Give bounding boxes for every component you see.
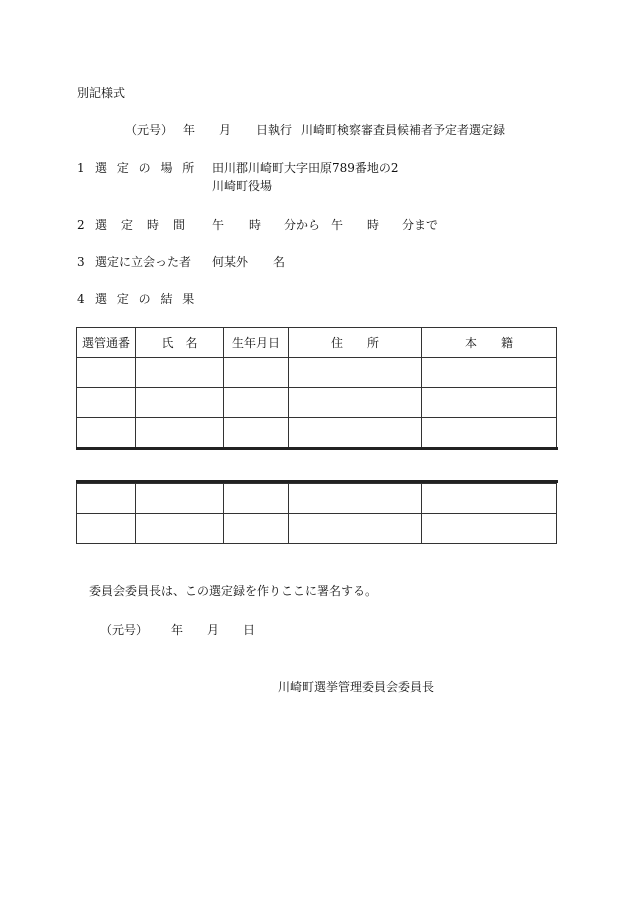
form-label: 別記様式 xyxy=(77,86,126,100)
item-place-number: 1 xyxy=(77,161,85,175)
cell-address xyxy=(289,484,422,514)
cell-domicile xyxy=(422,418,557,448)
cell-birthdate xyxy=(224,514,289,544)
table-row xyxy=(77,514,557,544)
title-era: （元号） xyxy=(125,123,174,137)
cell-birthdate xyxy=(224,388,289,418)
time-start-minute: 分から xyxy=(284,218,321,232)
closing-month: 月 xyxy=(207,623,220,637)
cell-address xyxy=(289,388,422,418)
table-break-line-upper xyxy=(76,447,558,450)
signer-title: 川崎町選挙管理委員会委員長 xyxy=(278,680,435,694)
cell-domicile xyxy=(422,388,557,418)
table-row xyxy=(77,358,557,388)
header-address: 住 所 xyxy=(289,328,422,358)
cell-domicile xyxy=(422,358,557,388)
item-witness-label: 選定に立会った者 xyxy=(95,255,192,269)
cell-birthdate xyxy=(224,418,289,448)
title-month: 月 xyxy=(219,123,232,137)
page-title: 川崎町検察審査員候補者予定者選定録 xyxy=(301,123,506,137)
title-year: 年 xyxy=(183,123,196,137)
closing-day: 日 xyxy=(243,623,256,637)
result-table-bottom xyxy=(76,483,557,544)
time-start-ampm: 午 xyxy=(212,218,225,232)
table-row xyxy=(77,388,557,418)
closing-year: 年 xyxy=(171,623,184,637)
header-domicile: 本 籍 xyxy=(422,328,557,358)
cell-address xyxy=(289,514,422,544)
header-birthdate: 生年月日 xyxy=(224,328,289,358)
cell-address xyxy=(289,358,422,388)
cell-serial xyxy=(77,514,136,544)
item-result-number: 4 xyxy=(77,292,85,306)
cell-serial xyxy=(77,388,136,418)
cell-name xyxy=(136,514,224,544)
time-end-minute: 分まで xyxy=(402,218,439,232)
closing-statement: 委員会委員長は、この選定録を作りここに署名する。 xyxy=(89,584,378,598)
witness-count-unit: 名 xyxy=(273,255,286,269)
header-name: 氏 名 xyxy=(136,328,224,358)
item-place-label: 選 定 の 場 所 xyxy=(95,161,198,175)
item-result-label: 選 定 の 結 果 xyxy=(95,292,198,306)
table-header-row xyxy=(77,328,557,358)
item-time-label: 選 定 時 間 xyxy=(95,218,187,232)
cell-name xyxy=(136,388,224,418)
cell-name xyxy=(136,418,224,448)
cell-serial xyxy=(77,358,136,388)
title-day-enforce: 日執行 xyxy=(256,123,293,137)
item-time-number: 2 xyxy=(77,218,85,232)
closing-era: （元号） xyxy=(100,623,149,637)
time-end-ampm: 午 xyxy=(331,218,344,232)
table-row xyxy=(77,418,557,448)
cell-address xyxy=(289,418,422,448)
place-building: 川崎町役場 xyxy=(212,179,273,193)
cell-birthdate xyxy=(224,358,289,388)
place-address: 田川郡川崎町大字田原789番地の2 xyxy=(212,161,399,175)
header-serial: 選管通番 xyxy=(77,328,136,358)
cell-domicile xyxy=(422,484,557,514)
cell-name xyxy=(136,484,224,514)
cell-domicile xyxy=(422,514,557,544)
time-start-hour: 時 xyxy=(249,218,262,232)
table-row xyxy=(77,484,557,514)
time-end-hour: 時 xyxy=(367,218,380,232)
cell-serial xyxy=(77,418,136,448)
result-table-top xyxy=(76,327,557,448)
cell-serial xyxy=(77,484,136,514)
cell-name xyxy=(136,358,224,388)
cell-birthdate xyxy=(224,484,289,514)
item-witness-number: 3 xyxy=(77,255,85,269)
witness-name: 何某外 xyxy=(212,255,249,269)
